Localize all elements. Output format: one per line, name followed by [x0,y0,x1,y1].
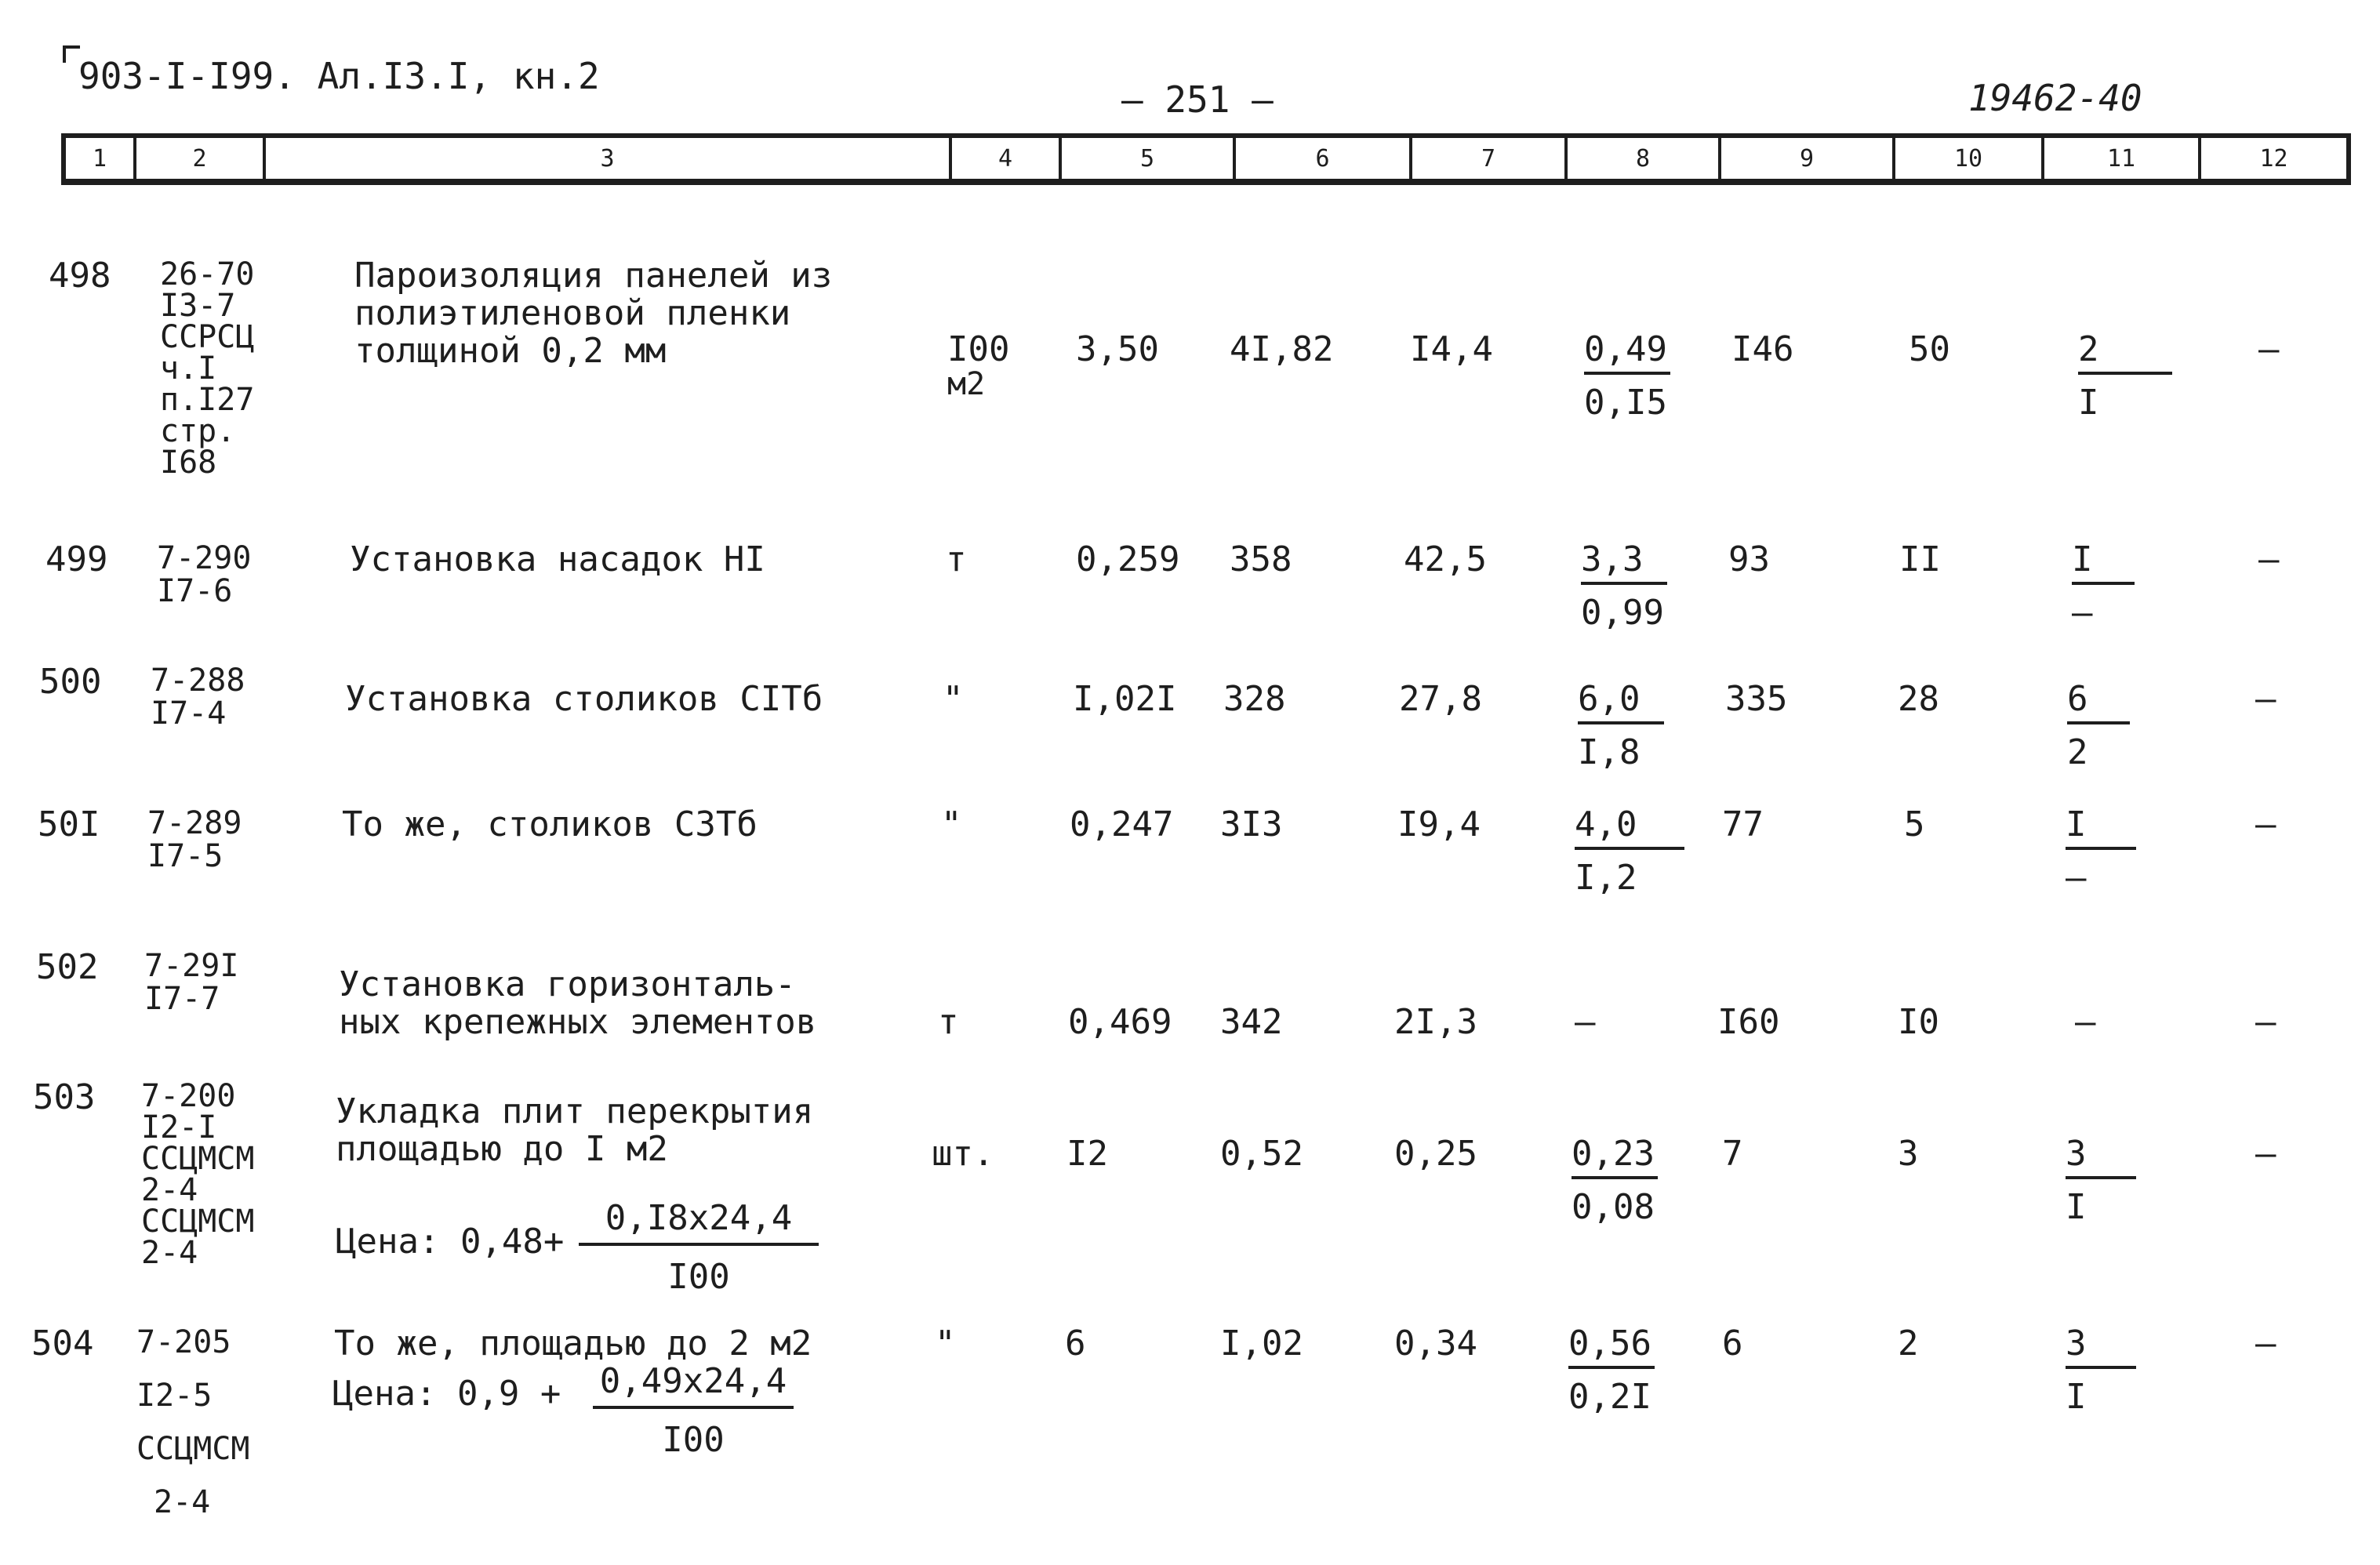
col7-value: I4,4 [1410,329,1493,369]
norm-code: п.I27 [160,382,255,418]
norm-code: I7-7 [144,981,220,1017]
col11-fraction [2066,804,2136,898]
work-description: толщиной 0,2 мм [354,331,667,371]
col8-denominator: I,8 [1578,732,1641,772]
unit: м2 [947,366,986,402]
row-number: 50I [38,804,100,844]
col8-fraction [1581,539,1667,633]
norm-code: I7-5 [147,838,223,874]
col8-numerator: 3,3 [1581,543,1667,585]
col11-numerator: I [2072,543,2135,585]
col8-fraction [1584,329,1670,423]
col-header: 6 [1236,138,1412,179]
col11-value: – [2075,1002,2096,1042]
col6-value: 342 [1220,1002,1283,1042]
col9-value: 6 [1722,1324,1743,1363]
col8-numerator: 0,49 [1584,332,1670,375]
row-number: 504 [31,1324,94,1363]
norm-code: I2-I [141,1109,217,1146]
col-header: 4 [952,138,1062,179]
page-number: — 251 — [1121,78,1274,121]
unit: I00 [947,329,1010,369]
unit: т [938,1002,959,1042]
col8-fraction [1578,679,1664,772]
col9-value: I60 [1717,1002,1780,1042]
col5-value: I2 [1066,1134,1108,1174]
norm-code: 7-288 [151,663,245,699]
col12-value: – [2255,1134,2276,1174]
norm-code: ССЦМСМ [141,1141,255,1177]
norm-code: I7-4 [151,695,227,732]
col8-numerator: 6,0 [1578,682,1664,724]
col8-denominator: I,2 [1575,858,1637,898]
col9-value: 7 [1722,1134,1743,1174]
work-description: Установка столиков CIТб [345,679,823,719]
col5-value: 0,259 [1076,539,1180,579]
norm-code: 26-70 [160,256,255,292]
col-header: 2 [136,138,266,179]
col8-denominator: 0,99 [1581,593,1664,633]
col11-fraction [2066,1324,2136,1417]
row-number: 502 [36,947,99,987]
price-label: Цена: 0,9 + [332,1374,561,1414]
price-numerator: 0,I8x24,4 [579,1198,819,1246]
col6-value: 0,52 [1220,1134,1303,1174]
norm-code: ч.I [160,350,217,387]
col8-denominator: 0,08 [1572,1187,1655,1227]
col10-value: 50 [1909,329,1950,369]
col5-value: 0,247 [1070,804,1174,844]
col11-denominator: – [2072,593,2093,633]
col-header: 8 [1568,138,1721,179]
col-header: 3 [266,138,952,179]
work-description: площадью до I м2 [336,1129,668,1169]
col11-denominator: 2 [2067,732,2088,772]
col9-value: 93 [1728,539,1770,579]
col11-denominator: I [2066,1187,2087,1227]
unit: " [941,804,962,844]
col6-value: 4I,82 [1230,329,1334,369]
norm-code: ССРСЦ [160,319,255,355]
column-header-row [61,133,2351,185]
col10-value: 3 [1898,1134,1919,1174]
col7-value: 42,5 [1404,539,1487,579]
col8-numerator: 4,0 [1575,808,1684,850]
col5-value: 6 [1065,1324,1086,1363]
col12-value: – [2255,679,2276,719]
norm-code: 7-290 [157,540,252,576]
col8-fraction [1568,1324,1655,1417]
work-description: полиэтиленовой пленки [354,293,791,333]
col-header: 9 [1721,138,1895,179]
col11-numerator: I [2066,808,2136,850]
norm-code: 7-200 [141,1078,236,1114]
col-header: 12 [2259,144,2288,172]
price-denominator: I00 [662,1420,725,1460]
norm-code: ССЦМСМ [141,1204,255,1240]
col7-value: 0,34 [1394,1324,1477,1363]
norm-code: I3-7 [160,288,236,324]
col11-fraction [2078,329,2172,423]
col-header: 11 [2044,138,2201,179]
norm-code: 2-4 [141,1172,198,1208]
document-code: 19462-40 [1968,77,2142,119]
col8-denominator: 0,I5 [1584,383,1667,423]
col11-fraction [2072,539,2135,633]
col12-value: – [2258,539,2280,579]
work-description: Установка горизонталь- [339,964,796,1004]
col8-numerator: 0,56 [1568,1327,1655,1369]
col9-value: 77 [1722,804,1764,844]
col7-value: 2I,3 [1394,1002,1477,1042]
col-header: 7 [1412,138,1568,179]
price-fraction [579,1198,819,1297]
col11-denominator: I [2078,383,2099,423]
norm-code: стр. [160,413,236,449]
norm-code: 2-4 [141,1235,198,1271]
work-description: ных крепежных элементов [339,1002,817,1042]
col12-value: – [2258,329,2280,369]
col6-value: 328 [1223,679,1286,719]
work-description: Пароизоляция панелей из [354,256,833,296]
unit: т [946,539,967,579]
norm-code: ССЦМСМ [136,1431,250,1467]
col7-value: I9,4 [1397,804,1481,844]
norm-code: 7-289 [147,805,242,841]
price-denominator: I00 [667,1257,730,1297]
norm-code: 7-29I [144,948,239,984]
price-numerator: 0,49x24,4 [593,1361,794,1409]
col-header: 10 [1895,138,2044,179]
col10-value: 2 [1898,1324,1919,1363]
col8-fraction [1572,1134,1658,1227]
col11-denominator: – [2066,858,2087,898]
work-description: То же, столиков С3Тб [342,804,758,844]
col11-numerator: 6 [2067,682,2130,724]
corner-mark [63,45,80,63]
col8-denominator: 0,2I [1568,1377,1651,1417]
col10-value: II [1899,539,1941,579]
work-description: Укладка плит перекрытия [336,1091,814,1131]
col11-fraction [2066,1134,2136,1227]
norm-code: I7-6 [157,573,233,609]
col11-numerator: 2 [2078,332,2172,375]
col7-value: 27,8 [1399,679,1482,719]
col10-value: I0 [1898,1002,1939,1042]
col5-value: 0,469 [1068,1002,1172,1042]
row-number: 499 [45,539,108,579]
unit: " [935,1324,956,1363]
norm-code: 7-205 [136,1324,231,1360]
col11-fraction [2067,679,2130,772]
price-label: Цена: 0,48+ [336,1222,565,1262]
col8-value: – [1575,1002,1596,1042]
col12-value: – [2255,804,2276,844]
row-number: 498 [49,256,111,296]
col11-numerator: 3 [2066,1137,2136,1179]
col10-value: 5 [1904,804,1925,844]
doc-reference: 903-I-I99. Ал.I3.I, кн.2 [78,55,600,97]
col6-value: 3I3 [1220,804,1283,844]
col9-value: 335 [1725,679,1788,719]
norm-code: I2-5 [136,1378,213,1414]
work-description: Установка насадок HI [350,539,765,579]
price-fraction [593,1361,794,1460]
col12-value: – [2255,1324,2276,1363]
unit: " [943,679,964,719]
work-description: То же, площадью до 2 м2 [334,1324,812,1363]
unit: шт. [932,1134,994,1174]
col8-fraction [1575,804,1684,898]
col6-value: 358 [1230,539,1292,579]
col7-value: 0,25 [1394,1134,1477,1174]
col8-numerator: 0,23 [1572,1137,1658,1179]
col6-value: I,02 [1220,1324,1303,1363]
col-header: 5 [1062,138,1236,179]
col12-value: – [2255,1002,2276,1042]
col5-value: I,02I [1073,679,1177,719]
col11-numerator: 3 [2066,1327,2136,1369]
col5-value: 3,50 [1076,329,1159,369]
row-number: 500 [39,662,102,702]
col-header: 1 [66,138,136,179]
col11-denominator: I [2066,1377,2087,1417]
norm-code: 2-4 [154,1484,211,1520]
col9-value: I46 [1731,329,1794,369]
norm-code: I68 [160,445,217,481]
row-number: 503 [33,1077,96,1117]
col10-value: 28 [1898,679,1939,719]
